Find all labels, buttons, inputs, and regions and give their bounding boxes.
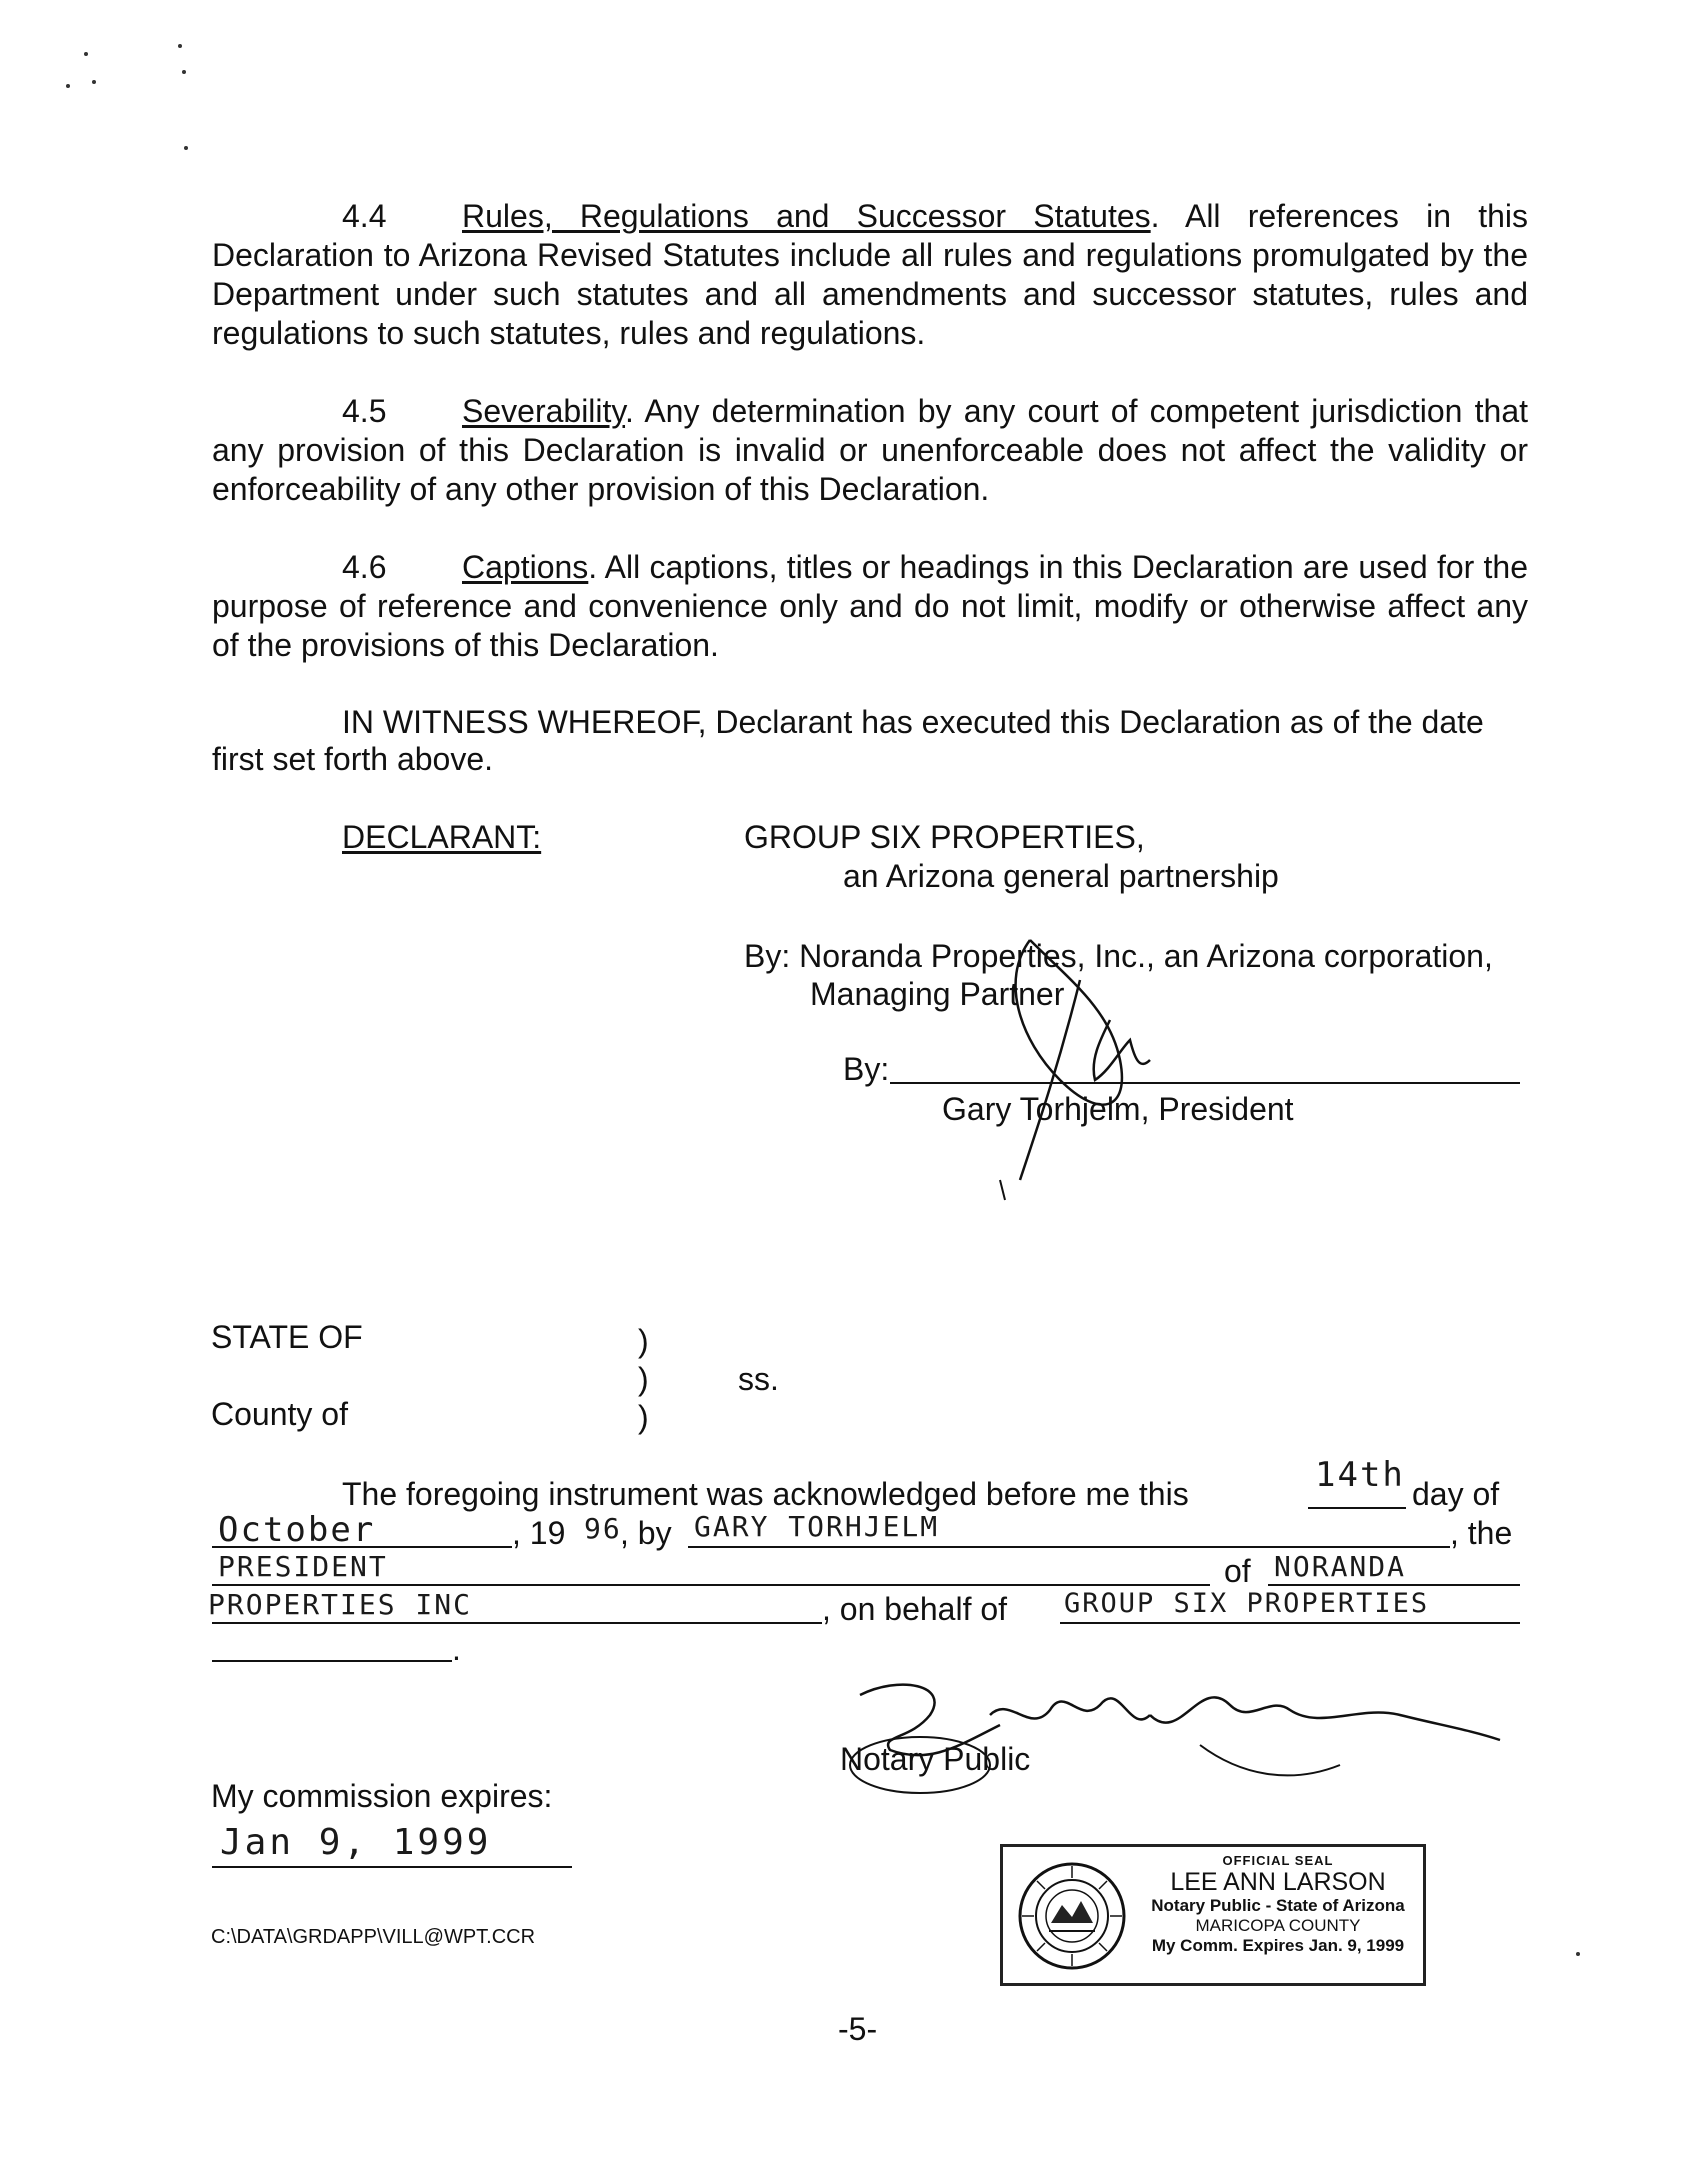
- title-line: [212, 1584, 1210, 1586]
- section-number: 4.5: [342, 393, 387, 429]
- venue-paren: ): [638, 1323, 649, 1359]
- file-path: C:\DATA\GRDAPP\VILL@WPT.CCR: [211, 1926, 536, 1948]
- section-body: . Any determination by any court of competent jurisdiction that any provision of this Declaration is invalid or unenforceable does not affect the validity or enforceability of any other provision of this Declaration.: [212, 393, 1528, 507]
- company-line-2: [212, 1622, 822, 1624]
- section-number: 4.4: [342, 198, 387, 234]
- hw-month: October: [218, 1510, 376, 1550]
- ack-by: , by: [620, 1515, 672, 1551]
- seal-line: My Comm. Expires Jan. 9, 1999: [1151, 1936, 1405, 1955]
- ack-year-prefix: , 19: [512, 1515, 566, 1551]
- scan-speck: [66, 84, 70, 88]
- scan-speck: [184, 146, 188, 150]
- scan-speck: [178, 44, 182, 48]
- scan-speck: [1576, 1952, 1580, 1956]
- seal-line: MARICOPA COUNTY: [1195, 1916, 1361, 1935]
- venue-paren: ): [638, 1361, 649, 1397]
- scan-speck: [92, 80, 96, 84]
- section-heading: Severability: [462, 393, 626, 429]
- section-number: 4.6: [342, 549, 387, 585]
- hw-behalf: GROUP SIX PROPERTIES: [1064, 1588, 1430, 1619]
- official-seal: [1000, 1844, 1426, 1986]
- county-label: County of: [211, 1396, 348, 1432]
- seal-line: LEE ANN LARSON: [1170, 1868, 1386, 1896]
- ack-the: , the: [1450, 1515, 1513, 1551]
- state-seal-emblem: [1017, 1861, 1127, 1971]
- by-line: By: Noranda Properties, Inc., an Arizona corporation,: [744, 938, 1493, 974]
- ack-end: .: [452, 1631, 461, 1667]
- by2-label: By:: [843, 1051, 890, 1087]
- section-4-5: [212, 392, 1528, 509]
- scan-speck: [182, 70, 186, 74]
- hw-commission-date: Jan 9, 1999: [220, 1822, 492, 1863]
- section-heading: Captions: [462, 549, 589, 585]
- section-heading: Rules, Regulations and Successor Statutes: [462, 198, 1151, 234]
- hw-day: 14th: [1315, 1455, 1405, 1495]
- commission-line: [212, 1866, 572, 1868]
- company-line: [1268, 1584, 1520, 1586]
- section-body: . All captions, titles or headings in this Declaration are used for the purpose of reference and convenience only and do not limit, modify or otherwise affect any of the provisions of this Declaration.: [212, 549, 1528, 663]
- ack-day-of: day of: [1412, 1476, 1500, 1512]
- name-line: [688, 1546, 1450, 1548]
- hw-year: 96: [584, 1512, 622, 1545]
- signer-name: Gary Torhjelm, President: [942, 1091, 1294, 1127]
- page-number: -5-: [838, 2011, 878, 2047]
- declarant-label: DECLARANT:: [342, 819, 542, 855]
- hw-company-a: NORANDA: [1274, 1550, 1407, 1583]
- notary-signature: [820, 1655, 1520, 1805]
- behalf-line: [1060, 1622, 1520, 1624]
- state-label: STATE OF: [211, 1319, 363, 1355]
- witness-line: first set forth above.: [212, 741, 494, 777]
- by-role: Managing Partner: [810, 976, 1065, 1012]
- seal-line: OFFICIAL SEAL: [1222, 1853, 1334, 1868]
- section-body: . All references in this Declaration to Arizona Revised Statutes include all rules and regulations promulgated by the Department under such statutes and all amendments and successor statutes, rules and regulations to such statutes, rules and regulations.: [212, 198, 1528, 351]
- section-4-4: [212, 197, 1528, 353]
- venue-paren: ): [638, 1399, 649, 1435]
- declarant-entity-desc: an Arizona general partnership: [843, 858, 1279, 894]
- day-line: [1308, 1507, 1406, 1509]
- witness-line: IN WITNESS WHEREOF, Declarant has executed this Declaration as of the date: [342, 704, 1484, 740]
- scan-speck: [84, 52, 88, 56]
- hw-company-b: PROPERTIES INC: [208, 1588, 473, 1621]
- seal-text: [1135, 1853, 1421, 1956]
- venue-ss: ss.: [738, 1361, 779, 1397]
- seal-line: Notary Public - State of Arizona: [1151, 1896, 1405, 1915]
- section-4-6: [212, 548, 1528, 665]
- commission-label: My commission expires:: [211, 1778, 553, 1814]
- continuation-line: [212, 1660, 452, 1662]
- hw-name: GARY TORHJELM: [694, 1510, 940, 1543]
- declarant-entity: GROUP SIX PROPERTIES,: [744, 819, 1145, 855]
- ack-of: of: [1224, 1553, 1251, 1589]
- hw-title: PRESIDENT: [218, 1550, 388, 1583]
- ack-on-behalf: , on behalf of: [822, 1591, 1008, 1627]
- president-signature: [960, 920, 1220, 1210]
- notary-label: Notary Public: [840, 1741, 1031, 1777]
- ack-text: The foregoing instrument was acknowledged before me this: [342, 1476, 1189, 1512]
